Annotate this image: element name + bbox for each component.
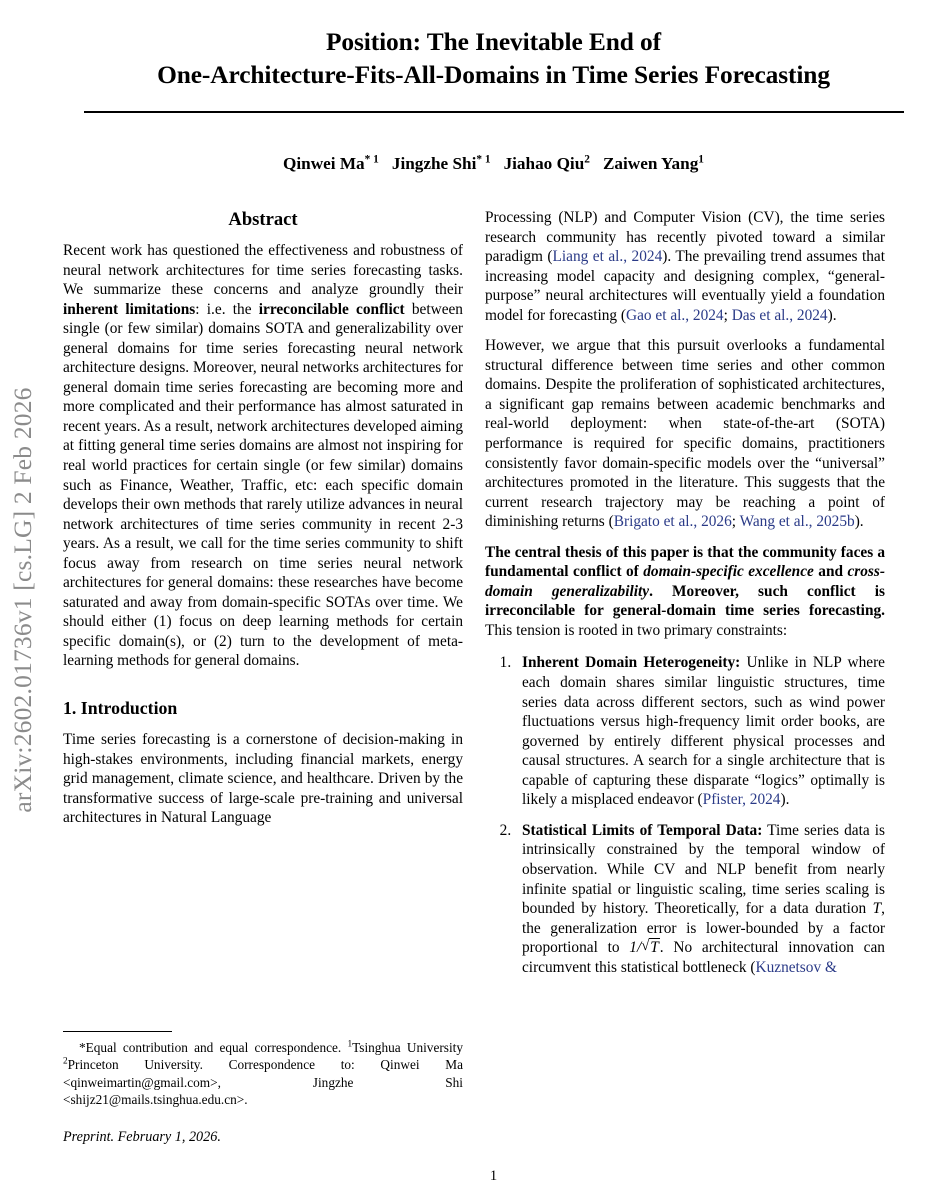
constraint-1-title: Inherent Domain Heterogeneity: xyxy=(522,654,741,672)
right-p1-text-c: ; xyxy=(723,306,732,324)
author-3 xyxy=(504,154,590,173)
footnote-area xyxy=(63,1031,463,1146)
list-item xyxy=(515,653,885,809)
abstract-text-1: Recent work has questioned the effectiveness and robustness of neural network architectures for time series forecasting tasks. We summarize these concerns and analyze groundly their xyxy=(63,242,463,299)
right-p1-text-a: Processing (NLP) and Computer Vision (CV), the time series research community has recently pivoted toward a similar paradigm ( xyxy=(485,209,885,266)
footnote-sup-2: 2 xyxy=(63,1056,68,1067)
author-1-marks: * 1 xyxy=(364,153,379,166)
author-2 xyxy=(392,154,491,173)
footnote-sup-1: 1 xyxy=(347,1039,353,1050)
abstract-heading: Abstract xyxy=(228,209,298,230)
thesis-rest: This tension is rooted in two primary constraints: xyxy=(485,621,788,639)
constraint-2-title: Statistical Limits of Temporal Data: xyxy=(522,821,763,839)
list-item xyxy=(515,821,885,977)
citation-liang-2024[interactable]: Liang et al., 2024 xyxy=(552,248,663,266)
author-list xyxy=(46,153,941,175)
citation-pfister-2024[interactable]: Pfister, 2024 xyxy=(702,791,781,809)
author-4-name: Zaiwen Yang xyxy=(602,154,699,173)
right-p2-text-a: However, we argue that this pursuit overlooks a fundamental structural difference between time series and other common domains. Despite the proliferation of sophisticated architectures, a significant gap remains between academic benchmarks and real-world deployment: when state-of-the-art (SOTA) performance is required for specific domains, practitioners consistently favor domain-specific models over the “universal” architectures promoted in the literature. This suggests that the current research trajectory may be reaching a point of diminishing returns ( xyxy=(485,337,885,531)
right-paragraph-1 xyxy=(485,208,885,325)
radical-sign: √ xyxy=(641,938,650,955)
right-p2-text-c: ). xyxy=(854,513,864,531)
right-column xyxy=(485,208,885,988)
right-p1-text-b: ). The prevailing trend assumes that increasing model capacity and designing complex, “general-purpose” neural architectures will eventually yield a foundation model for forecasting ( xyxy=(485,248,886,324)
page-title xyxy=(64,26,924,92)
citation-gao-2024[interactable]: Gao et al., 2024 xyxy=(626,306,724,324)
thesis-paragraph xyxy=(485,543,885,641)
constraint-2-body-c: . No architectural innovation can circumvent this statistical bottleneck ( xyxy=(522,939,885,976)
math-sqrt-T xyxy=(641,938,660,958)
constraint-1-body-b: ). xyxy=(780,791,790,809)
constraint-1-body-a: Unlike in NLP where each domain shares similar linguistic structures, time series data across different sectors, such as wind power fluctuations versus high-frequency limit order books, are governed by entirely different physical processes and causal structures. A search for a single architecture that is capable of capturing these disparate “logics” optimally is likely a misplaced endeavor ( xyxy=(522,654,885,809)
citation-wang-2025b[interactable]: Wang et al., 2025b xyxy=(739,513,855,531)
paper-page xyxy=(46,0,941,1200)
author-2-name: Jingzhe Shi xyxy=(391,154,477,173)
abstract-bold-1: inherent limitations xyxy=(63,300,196,318)
right-p1-text-d: ). xyxy=(827,306,837,324)
thesis-bold-2: and xyxy=(813,563,848,581)
preprint-line: Preprint. February 1, 2026. xyxy=(63,1128,221,1145)
footnote-text-a: Equal contribution and equal correspondence. xyxy=(85,1040,348,1055)
constraints-list xyxy=(485,653,885,977)
footnote-text-c: Princeton University. Correspondence to: Qinwei Ma <qinweimartin@gmail.com>, Jingzhe Shi <shijz21@mails.tsinghua.edu.cn>. xyxy=(63,1057,463,1108)
thesis-bold-3: . Moreover, such conflict is irreconcilable for general-domain time series forecasting. xyxy=(485,582,885,620)
page-title-line-1: Position: The Inevitable End of xyxy=(325,28,662,56)
arxiv-stamp xyxy=(0,0,46,1200)
title-block xyxy=(64,0,924,113)
author-1-name: Qinwei Ma xyxy=(283,154,365,173)
title-divider xyxy=(84,111,904,113)
footnote-text xyxy=(63,1039,463,1109)
footnote-text-b: Tsinghua University xyxy=(352,1040,463,1055)
author-1 xyxy=(283,154,379,173)
thesis-italic-1: domain-specific excellence xyxy=(643,563,814,581)
constraint-2-body-a: Time series data is intrinsically constrained by the temporal window of observation. While CV and NLP benefit from nearly infinite spatial or linguistic scaling, time series scaling is bounded by history. Theoretically, for a data duration xyxy=(522,821,885,918)
author-3-name: Jiahao Qiu xyxy=(503,154,585,173)
abstract-paragraph xyxy=(63,241,463,671)
thesis-bold-1: The central thesis of this paper is that the community faces a fundamental conflict of xyxy=(485,543,885,581)
math-fraction-one-over: 1/ xyxy=(629,939,642,957)
abstract-bold-2: irreconcilable conflict xyxy=(258,300,405,318)
constraint-2-body-b: , the generalization error is lower-bounded by a factor proportional to xyxy=(522,900,885,957)
citation-das-2024[interactable]: Das et al., 2024 xyxy=(731,306,828,324)
radicand-T: T xyxy=(650,939,659,957)
author-4-marks: 1 xyxy=(698,153,704,166)
author-3-marks: 2 xyxy=(584,153,590,166)
math-symbol-T: T xyxy=(872,900,882,918)
footnote-divider xyxy=(63,1031,172,1032)
arxiv-stamp-text: arXiv:2602.01736v1 [cs.LG] 2 Feb 2026 xyxy=(8,387,37,813)
author-2-marks: * 1 xyxy=(476,153,491,166)
introduction-heading: 1. Introduction xyxy=(63,698,178,719)
abstract-text-2: : i.e. the xyxy=(195,300,259,318)
thesis-italic-2: cross-domain generalizability xyxy=(485,563,885,600)
author-4 xyxy=(603,154,704,173)
right-p2-text-b: ; xyxy=(731,513,740,531)
footnote-star-marker: * xyxy=(79,1040,86,1055)
page-number: 1 xyxy=(489,1168,498,1184)
abstract-text-3: between single (or few similar) domains SOTA and generalizability over general domains for time series forecasting neural network architecture designs. Moreover, neural networks architectures for general domain time series forecasting are becoming more and more complicated and their performance has almost saturated in recent years. As a result, network architectures developed aiming at fitting general time series domains are almost not inspiring for real world practices for certain single (or few similar) domains such as Finance, Weather, Traffic, etc: each specific domain develops their own methods that rarely utilize advances in neural network architectures of time series community in recent 2-3 years. As a result, we call for the time series community to shift focus away from research on time series neural network architectures for general domains: these researches have become saturated and away from domain-specific SOTAs over time. We should either (1) focus on deep learning methods for certain specific domain(s), or (2) turn to the development of meta-learning methods for general domains. xyxy=(63,300,463,670)
right-paragraph-2 xyxy=(485,336,885,531)
citation-brigato-2026[interactable]: Brigato et al., 2026 xyxy=(613,513,732,531)
left-column xyxy=(63,208,463,828)
page-title-line-2: One-Architecture-Fits-All-Domains in Time Series Forecasting xyxy=(157,61,830,89)
introduction-paragraph-1: Time series forecasting is a cornerstone of decision-making in high-stakes environments, including financial markets, energy grid management, climate science, and healthcare. Driven by the transformative success of large-scale pre-training and universal architectures in Natural Language xyxy=(63,731,463,827)
citation-kuznetsov[interactable]: Kuznetsov & xyxy=(755,958,837,976)
